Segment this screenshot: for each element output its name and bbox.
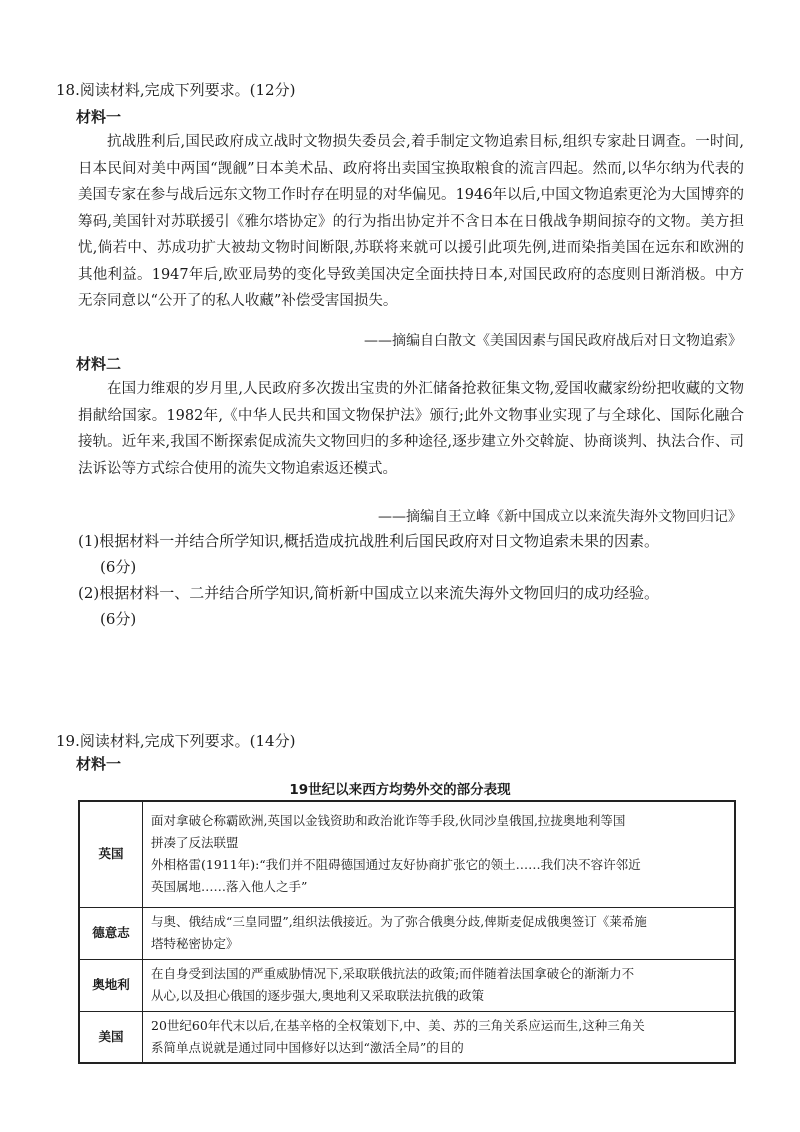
- description-line: 系简单点说就是通过同中国修好以达到“激活全局”的目的: [151, 1039, 464, 1055]
- description-line: 从心,以及担心俄国的逐步强大,奥地利又采取联法抗俄的政策: [151, 988, 484, 1003]
- q18-material1-label: 材料一: [76, 108, 122, 126]
- country-cell: 英国: [79, 801, 143, 907]
- table-row: [79, 907, 735, 959]
- q18-sub2-points: (6分): [100, 610, 137, 628]
- q18-material1-source: ——摘编自白散文《美国因素与国民政府战后对日文物追索》: [364, 333, 742, 349]
- table-row: [79, 1011, 735, 1063]
- q18-material2-source: ——摘编自王立峰《新中国成立以来流失海外文物回归记》: [378, 509, 742, 525]
- q19-table-caption: 19世纪以来西方均势外交的部分表现: [289, 782, 511, 798]
- description-line: 面对拿破仑称霸欧洲,英国以金钱资助和政治讹诈等手段,伙同沙皇俄国,拉拢奥地利等国: [151, 813, 626, 829]
- q18-material1-body: [78, 129, 744, 315]
- q18-sub2-text: (2)根据材料一、二并结合所学知识,简析新中国成立以来流失海外文物回归的成功经验。: [78, 584, 660, 602]
- q19-material1-label: 材料一: [76, 755, 122, 773]
- q18-material2-text: 在国力维艰的岁月里,人民政府多次拨出宝贵的外汇储备抢救征集文物,爱国收藏家纷纷把收藏的文物捐献给国家。1982年,《中华人民共和国文物保护法》颁行;此外文物事业实现了与全球化、国际化融合接轨。近年来,我国不断探索促成流失文物回归的多种途径,逐步建立外交斡旋、协商谈判、执法合作、司法诉讼等方式综合使用的流失文物追索返还模式。: [78, 381, 744, 477]
- q18-material1-text: 抗战胜利后,国民政府成立战时文物损失委员会,着手制定文物追索目标,组织专家赴日调查。一时间,日本民间对美中两国“觊觎”日本美术品、政府将出卖国宝换取粮食的流言四起。然而,以华尔纳为代表的美国专家在参与战后远东文物工作时存在明显的对华偏见。1946年以后,中国文物追索更沦为大国博弈的筹码,美国针对苏联援引《雅尔塔协定》的行为指出协定并不含日本在日俄战争期间掠夺的文物。美方担忧,倘若中、苏成功扩大被劫文物时间断限,苏联将来就可以援引此项先例,进而染指美国在远东和欧洲的其他利益。1947年后,欧亚局势的变化导致美国决定全面扶持日本,对国民政府的态度则日渐消极。中方无奈同意以“公开了的私人收藏”补偿受害国损失。: [78, 134, 744, 309]
- table-row: [79, 801, 735, 907]
- description-line: 与奥、俄结成“三皇同盟”,组织法俄接近。为了弥合俄奥分歧,俾斯麦促成俄奥签订《莱希施: [151, 914, 647, 929]
- balance-of-power-table: [78, 800, 736, 1064]
- q18-sub1-points: (6分): [100, 558, 137, 576]
- description-cell: [143, 959, 736, 1011]
- description-line: 英国属地……落入他人之手”: [151, 879, 308, 895]
- q18-sub1-text: (1)根据材料一并结合所学知识,概括造成抗战胜利后国民政府对日文物追索未果的因素。: [78, 532, 660, 550]
- description-line: 外相格雷(1911年):“我们并不阻碍德国通过友好协商扩张它的领土……我们决不容许邻近: [151, 857, 641, 873]
- description-line: 拼凑了反法联盟: [151, 835, 239, 851]
- q18-material2-body: [78, 376, 744, 482]
- description-line: 塔特秘密协定》: [151, 936, 239, 951]
- description-line: 在自身受到法国的严重威胁情况下,采取联俄抗法的政策;而伴随着法国拿破仑的渐渐力不: [151, 966, 635, 981]
- question-19-title: 19.阅读材料,完成下列要求。(14分): [56, 732, 296, 750]
- q18-subquestion-2: [78, 580, 758, 632]
- description-line: 20世纪60年代末以后,在基辛格的全权策划下,中、美、苏的三角关系应运而生,这种三角关: [151, 1017, 645, 1033]
- q18-material2-label: 材料二: [76, 355, 122, 373]
- question-18-title: 18.阅读材料,完成下列要求。(12分): [56, 81, 296, 99]
- country-cell: 美国: [79, 1011, 143, 1063]
- country-cell: 德意志: [79, 907, 143, 959]
- country-cell: 奥地利: [79, 959, 143, 1011]
- table-row: [79, 959, 735, 1011]
- q18-subquestion-1: [78, 528, 758, 580]
- description-cell: [143, 1011, 736, 1063]
- description-cell: [143, 907, 736, 959]
- description-cell: [143, 801, 736, 907]
